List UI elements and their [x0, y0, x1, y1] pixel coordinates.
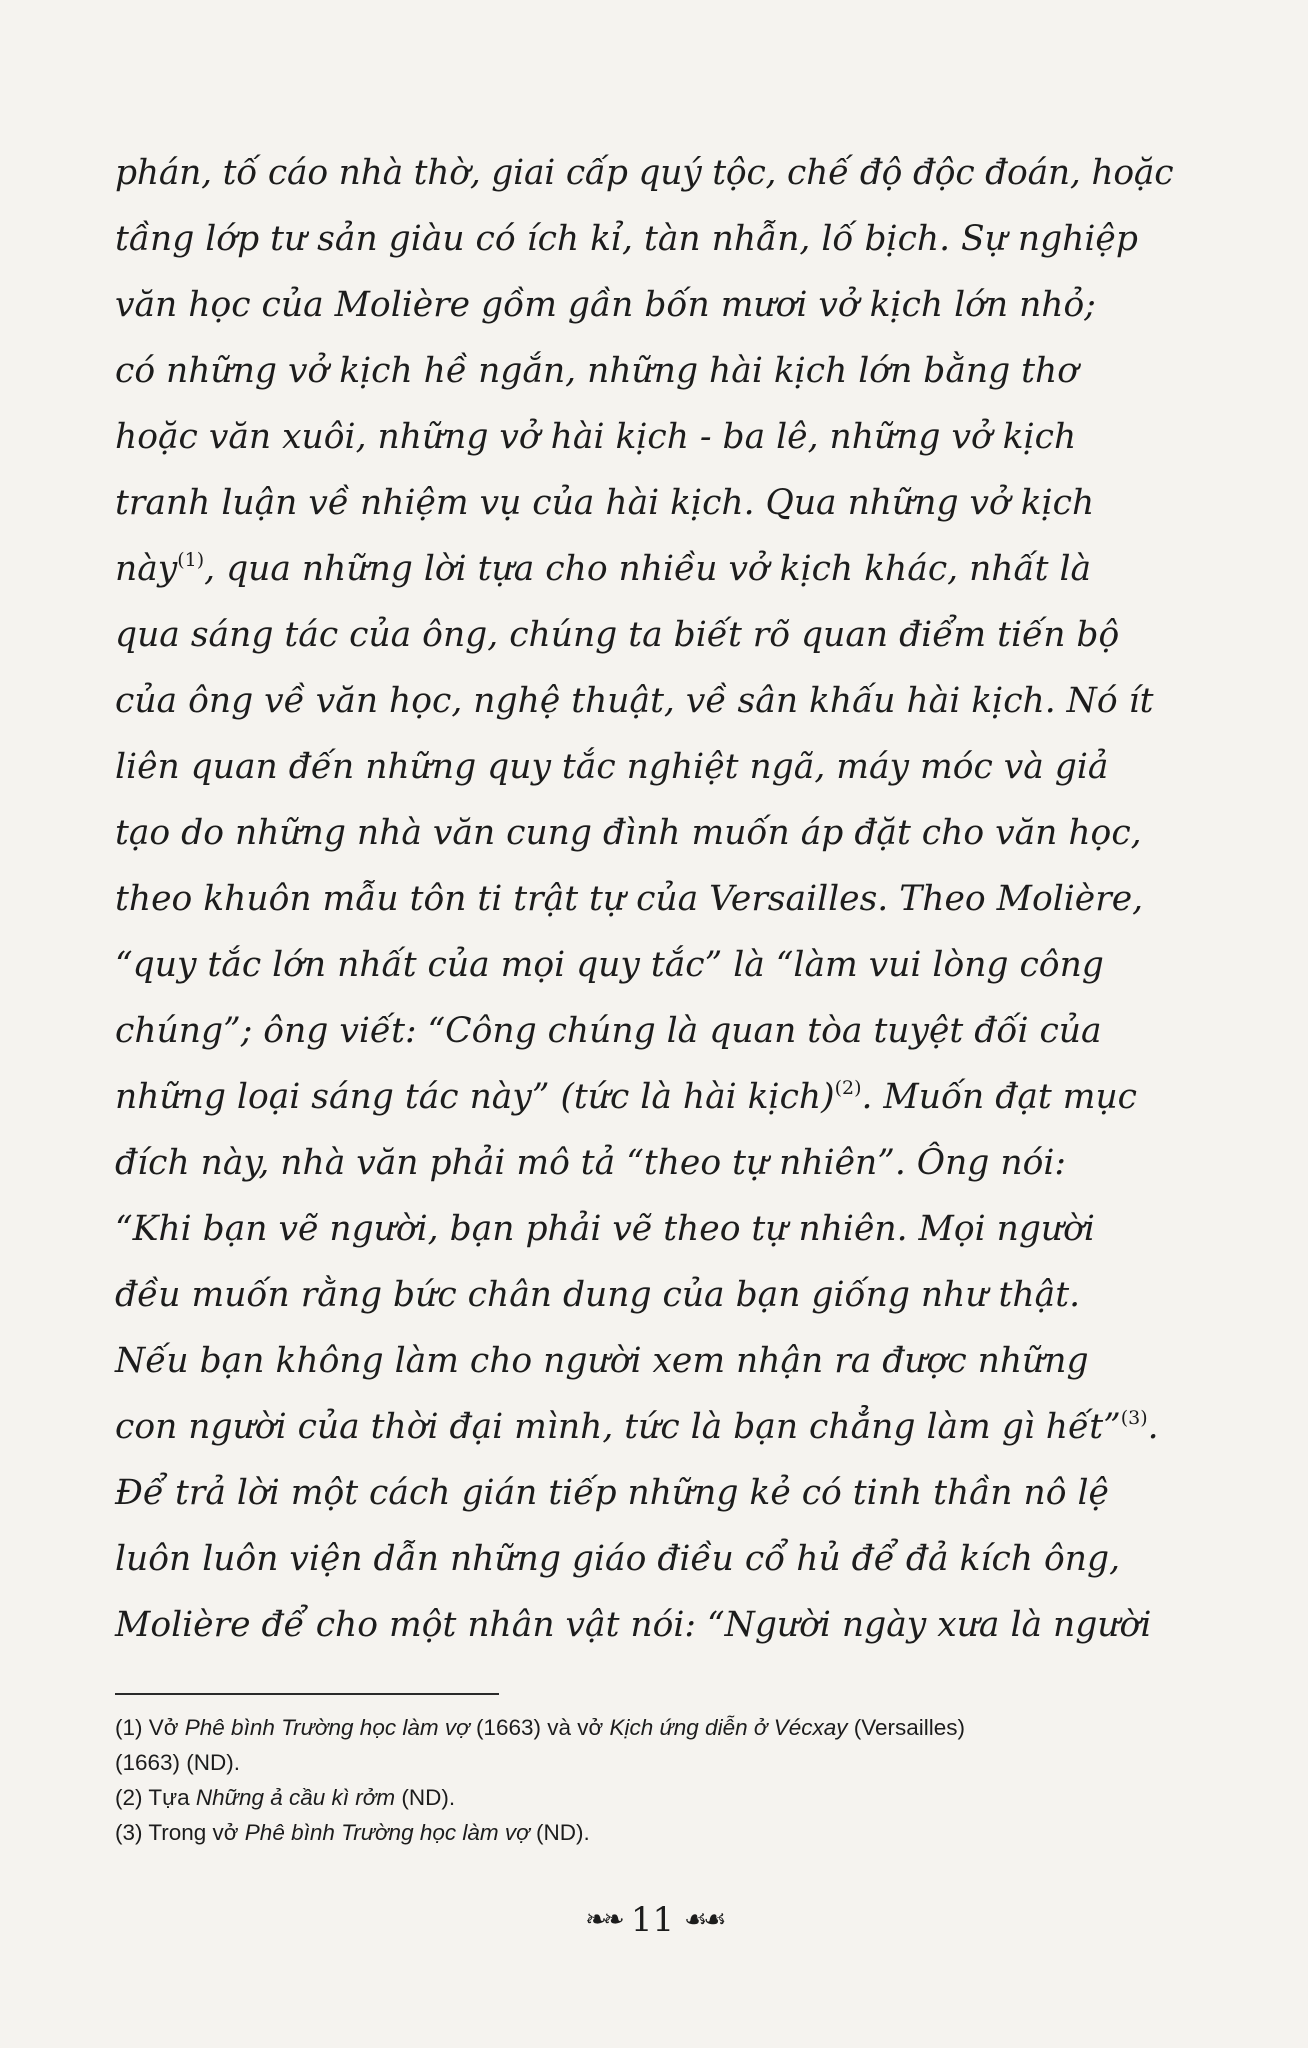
body-line: Molière để cho một nhân vật nói: “Người ngày xưa là người: [115, 1605, 1152, 1645]
body-line: hoặc văn xuôi, những vở hài kịch - ba lê, những vở kịch: [115, 417, 1077, 457]
body-line: của ông về văn học, nghệ thuật, về sân khấu hài kịch. Nó ít: [115, 681, 1154, 721]
footnote: [115, 1710, 1180, 1780]
body-text: [115, 140, 1173, 1658]
body-line-text: , qua những lời tựa cho nhiều vở kịch khác, nhất là: [204, 549, 1092, 589]
body-line: theo khuôn mẫu tôn ti trật tự của Versailles. Theo Molière,: [115, 879, 1144, 919]
body-line-text: .: [1147, 1407, 1159, 1447]
footnote-text: (1) Vở: [115, 1715, 185, 1740]
body-line: luôn luôn viện dẫn những giáo điều cổ hủ để đả kích ông,: [115, 1539, 1121, 1579]
footnote-divider: [115, 1693, 499, 1695]
footnote-line: [115, 1745, 1180, 1780]
body-line-text: con người của thời đại mình, tức là bạn chẳng làm gì hết”: [115, 1407, 1121, 1447]
body-line: [115, 536, 1173, 602]
body-line: Nếu bạn không làm cho người xem nhận ra được những: [115, 1341, 1089, 1381]
footnote: [115, 1780, 1180, 1815]
footnote-line: [115, 1710, 1180, 1745]
body-line-text: này: [115, 549, 178, 589]
footnotes: [115, 1710, 1180, 1850]
footnote-text: (ND).: [529, 1820, 590, 1845]
body-line: đích này, nhà văn phải mô tả “theo tự nhiên”. Ông nói:: [115, 1143, 1067, 1183]
body-line-text: những loại sáng tác này” (tức là hài kịch): [115, 1077, 835, 1117]
footnote: [115, 1815, 1180, 1850]
footnote-reference: (3): [1120, 1406, 1148, 1429]
body-line: có những vở kịch hề ngắn, những hài kịch lớn bằng thơ: [115, 351, 1079, 391]
footnote-reference: (2): [834, 1076, 862, 1099]
footnote-title: Kịch ứng diễn ở Vécxay: [609, 1715, 848, 1740]
body-line: tranh luận về nhiệm vụ của hài kịch. Qua những vở kịch: [115, 483, 1095, 523]
body-line: [115, 1064, 1173, 1130]
footnote-title: Phê bình Trường học làm vợ: [244, 1820, 530, 1845]
footnote-text: (3) Trong vở: [115, 1820, 245, 1845]
body-line: “quy tắc lớn nhất của mọi quy tắc” là “làm vui lòng công: [115, 945, 1104, 985]
footnote-text: (ND).: [395, 1785, 456, 1810]
body-line: phán, tố cáo nhà thờ, giai cấp quý tộc, chế độ độc đoán, hoặc: [115, 153, 1174, 193]
footnote-text: (Versailles): [847, 1715, 966, 1740]
body-line: văn học của Molière gồm gần bốn mươi vở kịch lớn nhỏ;: [115, 285, 1096, 325]
body-line: chúng”; ông viết: “Công chúng là quan tòa tuyệt đối của: [115, 1011, 1102, 1051]
left-ornament-icon: ❧❧: [585, 1905, 621, 1935]
body-line: đều muốn rằng bức chân dung của bạn giống như thật.: [115, 1275, 1081, 1315]
footnote-title: Phê bình Trường học làm vợ: [184, 1715, 470, 1740]
body-line-text: . Muốn đạt mục: [861, 1077, 1137, 1117]
body-line: “Khi bạn vẽ người, bạn phải vẽ theo tự nhiên. Mọi người: [115, 1209, 1095, 1249]
footnote-reference: (1): [177, 548, 205, 571]
body-line: liên quan đến những quy tắc nghiệt ngã, máy móc và giả: [115, 747, 1109, 787]
body-line: qua sáng tác của ông, chúng ta biết rõ quan điểm tiến bộ: [115, 615, 1120, 655]
footnote-text: (1663) và vở: [469, 1715, 610, 1740]
page-footer: [0, 1896, 1308, 1944]
body-line: tạo do những nhà văn cung đình muốn áp đặt cho văn học,: [115, 813, 1142, 853]
footnote-title: Những ả cầu kì rởm: [195, 1785, 396, 1810]
footnote-text: (2) Tựa: [115, 1785, 196, 1810]
body-line: tầng lớp tư sản giàu có ích kỉ, tàn nhẫn, lố bịch. Sự nghiệp: [115, 219, 1138, 259]
page-number: 11: [630, 1900, 675, 1940]
body-line: [115, 1394, 1173, 1460]
footnote-line: [115, 1815, 1180, 1850]
right-ornament-icon: ☙☙: [684, 1905, 723, 1935]
body-line: Để trả lời một cách gián tiếp những kẻ có tinh thần nô lệ: [115, 1473, 1109, 1513]
footnote-line: [115, 1780, 1180, 1815]
footnote-text: (1663) (ND).: [115, 1750, 241, 1775]
